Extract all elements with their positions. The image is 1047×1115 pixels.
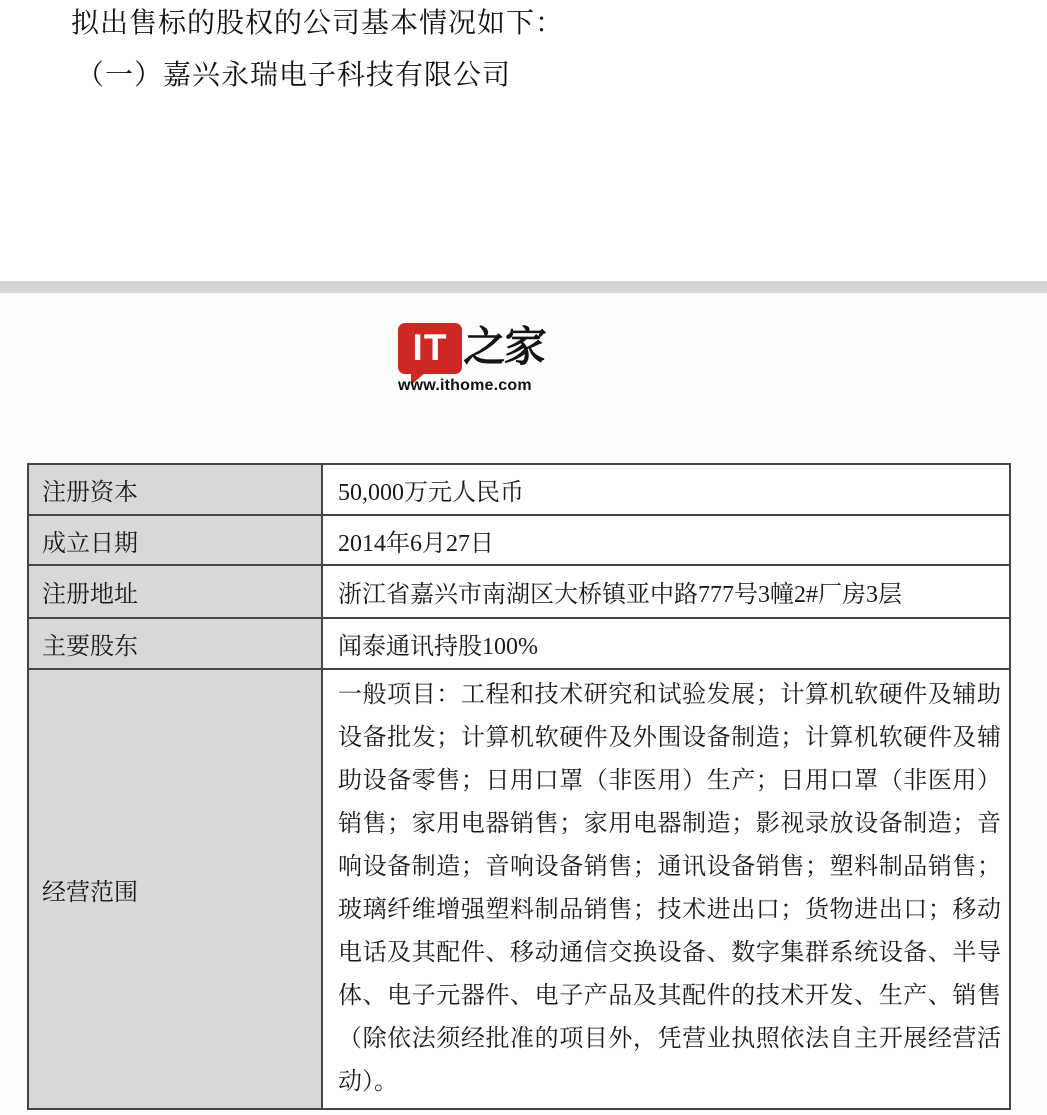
table-row — [28, 669, 1010, 1109]
row-value-business-scope: 一般项目：工程和技术研究和试验发展；计算机软硬件及辅助设备批发；计算机软硬件及外围设备制造；计算机软硬件及辅助设备零售；日用口罩（非医用）生产；日用口罩（非医用）销售；家用电器销售；家用电器制造；影视录放设备制造；音响设备制造；音响设备销售；通讯设备销售；塑料制品销售；玻璃纤维增强塑料制品销售；技术进出口；货物进出口；移动电话及其配件、移动通信交换设备、数字集群系统设备、半导体、电子元器件、电子产品及其配件的技术开发、生产、销售（除依法须经批准的项目外，凭营业执照依法自主开展经营活动）。 — [322, 669, 1010, 1109]
company-info-table — [27, 463, 1011, 1110]
row-value-registered-capital: 50,000万元人民币 — [322, 464, 1010, 515]
table-row — [28, 618, 1010, 669]
table-row — [28, 464, 1010, 515]
divider-bar — [0, 281, 1047, 293]
row-label-established-date: 成立日期 — [28, 515, 322, 565]
row-value-registered-address: 浙江省嘉兴市南湖区大桥镇亚中路777号3幢2#厂房3层 — [322, 565, 1010, 618]
ithome-url-text: www.ithome.com — [398, 377, 532, 394]
logo-calligraphy-text: 之家 — [462, 325, 546, 371]
table-row — [28, 565, 1010, 618]
heading-company-name: （一）嘉兴永瑞电子科技有限公司 — [76, 60, 512, 91]
logo-it-text: IT — [412, 327, 448, 368]
row-value-established-date: 2014年6月27日 — [322, 515, 1010, 565]
row-value-major-shareholder: 闻泰通讯持股100% — [322, 618, 1010, 669]
heading-basic-info: 拟出售标的股权的公司基本情况如下： — [71, 8, 565, 39]
row-label-registered-capital: 注册资本 — [28, 464, 322, 515]
table-row — [28, 515, 1010, 565]
ithome-logo — [398, 323, 558, 403]
ithome-logo-icon — [398, 323, 462, 374]
row-label-registered-address: 注册地址 — [28, 565, 322, 618]
row-label-business-scope: 经营范围 — [28, 669, 322, 1109]
row-label-major-shareholder: 主要股东 — [28, 618, 322, 669]
